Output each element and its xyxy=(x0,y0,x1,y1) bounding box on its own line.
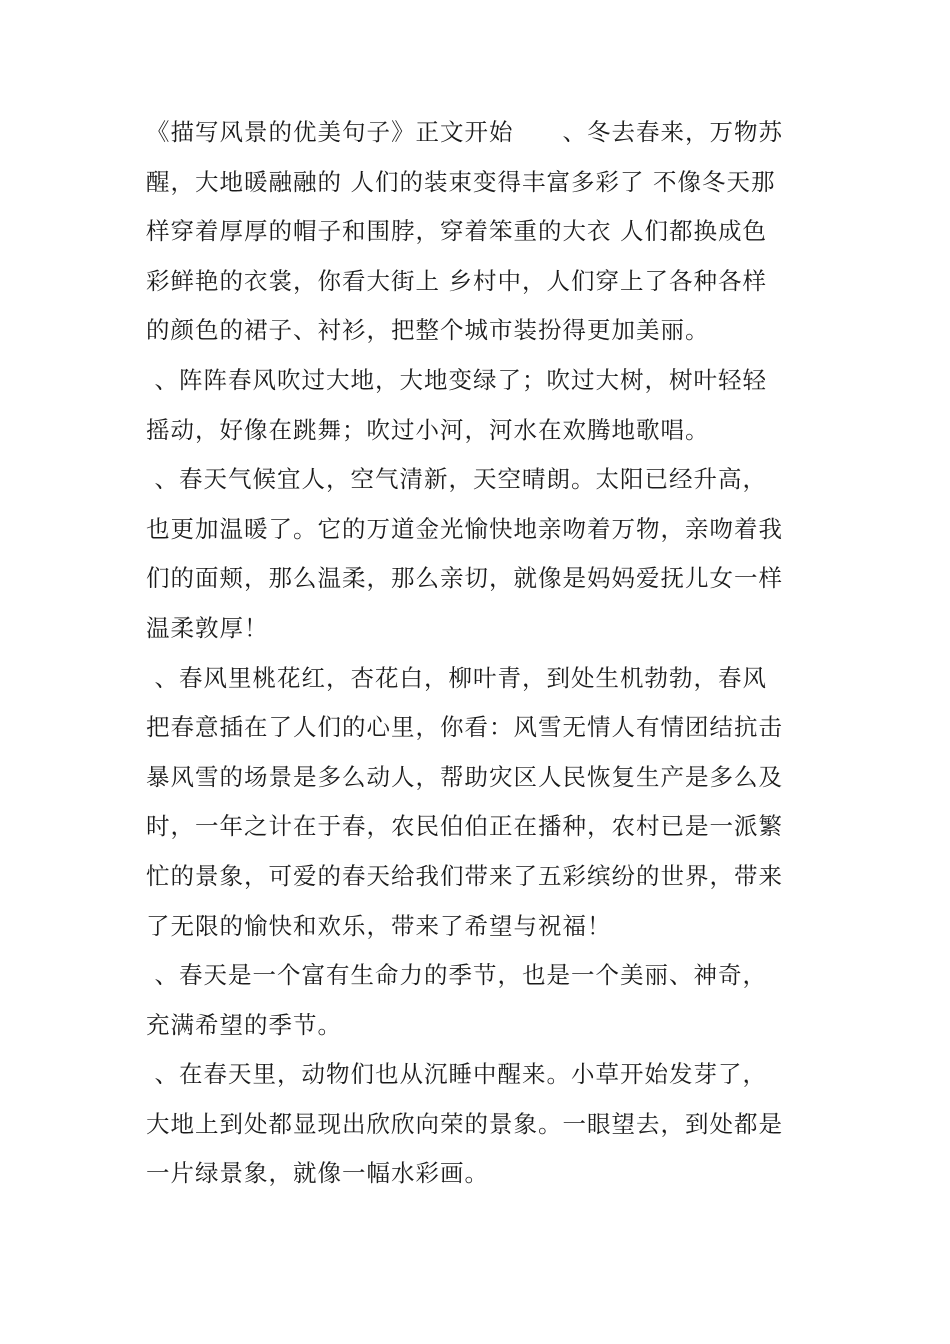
text-line: 大地上到处都显现出欣欣向荣的景象。一眼望去，到处都是 xyxy=(146,1109,783,1138)
text-line: 样穿着厚厚的帽子和围脖，穿着笨重的大衣 人们都换成色 xyxy=(146,217,767,246)
text-line: 的颜色的裙子、衬衫，把整个城市装扮得更加美丽。 xyxy=(146,316,710,345)
text-line: 一片绿景象，就像一幅水彩画。 xyxy=(146,1159,489,1188)
text-line: 彩鲜艳的衣裳，你看大街上 乡村中，人们穿上了各种各样 xyxy=(146,266,767,295)
text-line: 充满希望的季节。 xyxy=(146,1010,342,1039)
paragraph-4 xyxy=(146,654,824,952)
paragraph-6 xyxy=(146,1050,824,1199)
paragraph-5 xyxy=(146,951,824,1050)
text-line: 、春风里桃花红，杏花白，柳叶青，到处生机勃勃，春风 xyxy=(146,663,767,692)
text-line: 忙的景象，可爱的春天给我们带来了五彩缤纷的世界，带来 xyxy=(146,861,783,890)
text-line: 把春意插在了人们的心里，你看：风雪无情人有情团结抗击 xyxy=(146,713,783,742)
text-line: 了无限的愉快和欢乐，带来了希望与祝福！ xyxy=(146,911,612,940)
text-line: 、阵阵春风吹过大地，大地变绿了；吹过大树，树叶轻轻 xyxy=(146,365,767,394)
paragraph-2 xyxy=(146,356,824,455)
text-line: 《描写风景的优美句子》正文开始 、冬去春来，万物苏 xyxy=(146,118,783,146)
paragraph-3 xyxy=(146,455,824,653)
text-line: 时，一年之计在于春，农民伯伯正在播种，农村已是一派繁 xyxy=(146,812,783,841)
text-line: 温柔敦厚！ xyxy=(146,613,269,642)
text-line: 暴风雪的场景是多么动人，帮助灾区人民恢复生产是多么及 xyxy=(146,762,783,791)
text-line: 、在春天里，动物们也从沉睡中醒来。小草开始发芽了， xyxy=(146,1060,767,1089)
text-line: 醒，大地暖融融的 人们的装束变得丰富多彩了 不像冬天那 xyxy=(146,167,776,196)
document-page xyxy=(146,108,824,1199)
text-line: 们的面颊，那么温柔，那么亲切，就像是妈妈爱抚儿女一样 xyxy=(146,564,783,593)
paragraph-1 xyxy=(146,108,824,356)
text-line: 摇动，好像在跳舞；吹过小河，河水在欢腾地歌唱。 xyxy=(146,415,710,444)
text-line: 、春天是一个富有生命力的季节，也是一个美丽、神奇， xyxy=(146,961,767,990)
text-line: 也更加温暖了。它的万道金光愉快地亲吻着万物，亲吻着我 xyxy=(146,514,783,543)
text-line: 、春天气候宜人，空气清新，天空晴朗。太阳已经升高， xyxy=(146,465,767,494)
